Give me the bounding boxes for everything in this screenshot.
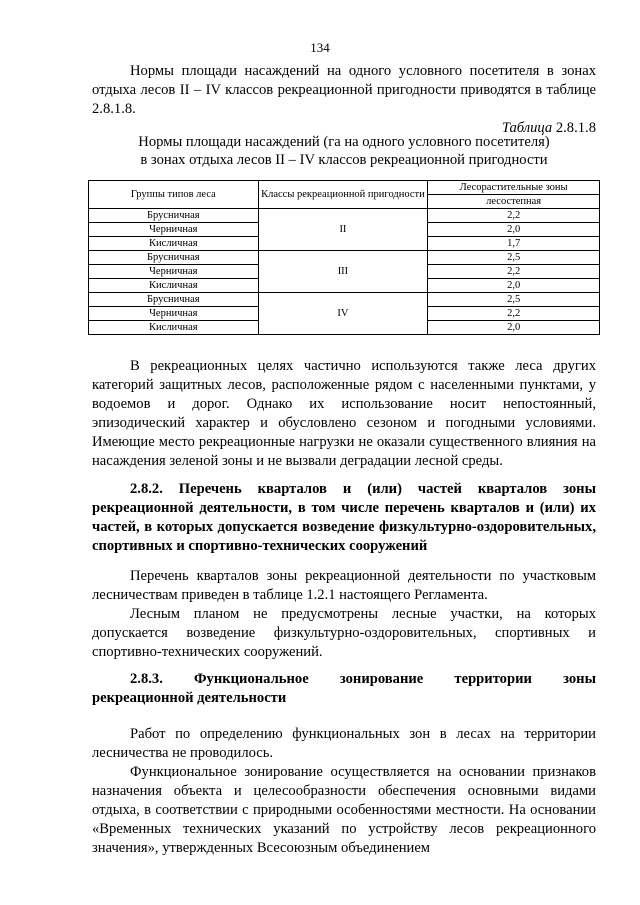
section-2-8-2-para1: Перечень кварталов зоны рекреационной деятельности по участковым лесничествам приведен в таблице 1.2.1 настоящего Регламента. xyxy=(92,568,596,603)
norm-value-cell: 2,2 xyxy=(428,265,600,279)
table-row xyxy=(89,209,600,223)
section-2-8-3-para1: Работ по определению функциональных зон в лесах на территории лесничества не проводилось. xyxy=(92,726,596,761)
table-row xyxy=(89,293,600,307)
section-2-8-2-heading: 2.8.2. Перечень кварталов и (или) частей кварталов зоны рекреационной деятельности, в том числе перечень кварталов и (или) их частей, в которых допускается возведение физкультурно-оздоровительных, спортивных и спортивно-технических сооружений xyxy=(92,481,596,554)
forest-type-cell: Кисличная xyxy=(89,279,259,293)
section-2-8-2-para2: Лесным планом не предусмотрены лесные участки, на которых допускается возведение физкультурно-оздоровительных, спортивных и спортивно-технических сооружений. xyxy=(92,606,596,660)
recreation-paragraph: В рекреационных целях частично используются также леса других категорий защитных лесов, расположенные рядом с населенными пунктами, у водоемов и дорог. Однако их использование носит непостоянный, эпизодический характер и обусловлено сезоном и погодными условиями. Имеющие место рекреационные нагрузки не оказали существенного влияния на насаждения зеленой зоны и не вызвали деградации лесной среды. xyxy=(92,358,596,469)
table-caption-number: 2.8.1.8 xyxy=(555,120,596,136)
class-cell: IV xyxy=(258,293,428,335)
section-2-8-2-body xyxy=(92,567,596,662)
section-2-8-3-heading-line1: 2.8.3. Функциональное зонирование территории зоны xyxy=(130,671,596,687)
forest-type-cell: Кисличная xyxy=(89,321,259,335)
class-cell: II xyxy=(258,209,428,251)
forest-type-cell: Черничная xyxy=(89,223,259,237)
norm-value-cell: 2,5 xyxy=(428,293,600,307)
intro-paragraph: Нормы площади насаждений на одного условного посетителя в зонах отдыха лесов II – IV классов рекреационной пригодности приводятся в таблице 2.8.1.8. xyxy=(92,63,596,117)
header-forest-type-groups: Группы типов леса xyxy=(89,181,259,209)
norm-value-cell: 2,2 xyxy=(428,209,600,223)
table-title-line2: в зонах отдыха лесов II – IV классов рекреационной пригодности xyxy=(140,152,548,168)
norm-value-cell: 2,5 xyxy=(428,251,600,265)
header-forest-zones: Лесорастительные зоны xyxy=(428,181,600,195)
section-2-8-3-heading-line2: рекреационной деятельности xyxy=(92,690,287,706)
forest-type-cell: Брусничная xyxy=(89,209,259,223)
forest-type-cell: Брусничная xyxy=(89,251,259,265)
class-cell: III xyxy=(258,251,428,293)
page-number: 134 xyxy=(310,40,330,55)
norm-value-cell: 1,7 xyxy=(428,237,600,251)
table-title-line1: Нормы площади насаждений (га на одного условного посетителя) xyxy=(138,134,550,150)
section-2-8-3-heading xyxy=(92,670,596,708)
table-row xyxy=(89,251,600,265)
norm-value-cell: 2,2 xyxy=(428,307,600,321)
section-2-8-3-para2: Функциональное зонирование осуществляется на основании признаков назначения объекта и целесообразности обеспечения основными видами отдыха, в соответствии с природными особенностями местности. На основании «Временных технических указаний по устройству лесов рекреационного значения», утвержденных Всесоюзным объединением xyxy=(92,764,596,856)
table-caption-prefix: Таблица xyxy=(501,120,553,136)
norm-value-cell: 2,0 xyxy=(428,321,600,335)
norm-value-cell: 2,0 xyxy=(428,223,600,237)
forest-type-cell: Черничная xyxy=(89,307,259,321)
forest-type-cell: Брусничная xyxy=(89,293,259,307)
forest-type-cell: Кисличная xyxy=(89,237,259,251)
norm-value-cell: 2,0 xyxy=(428,279,600,293)
header-recreation-classes: Классы рекреационной пригодности xyxy=(258,181,428,209)
section-2-8-3-body xyxy=(92,725,596,858)
header-forest-steppe: лесостепная xyxy=(428,195,600,209)
forest-type-cell: Черничная xyxy=(89,265,259,279)
norms-table xyxy=(88,180,600,335)
